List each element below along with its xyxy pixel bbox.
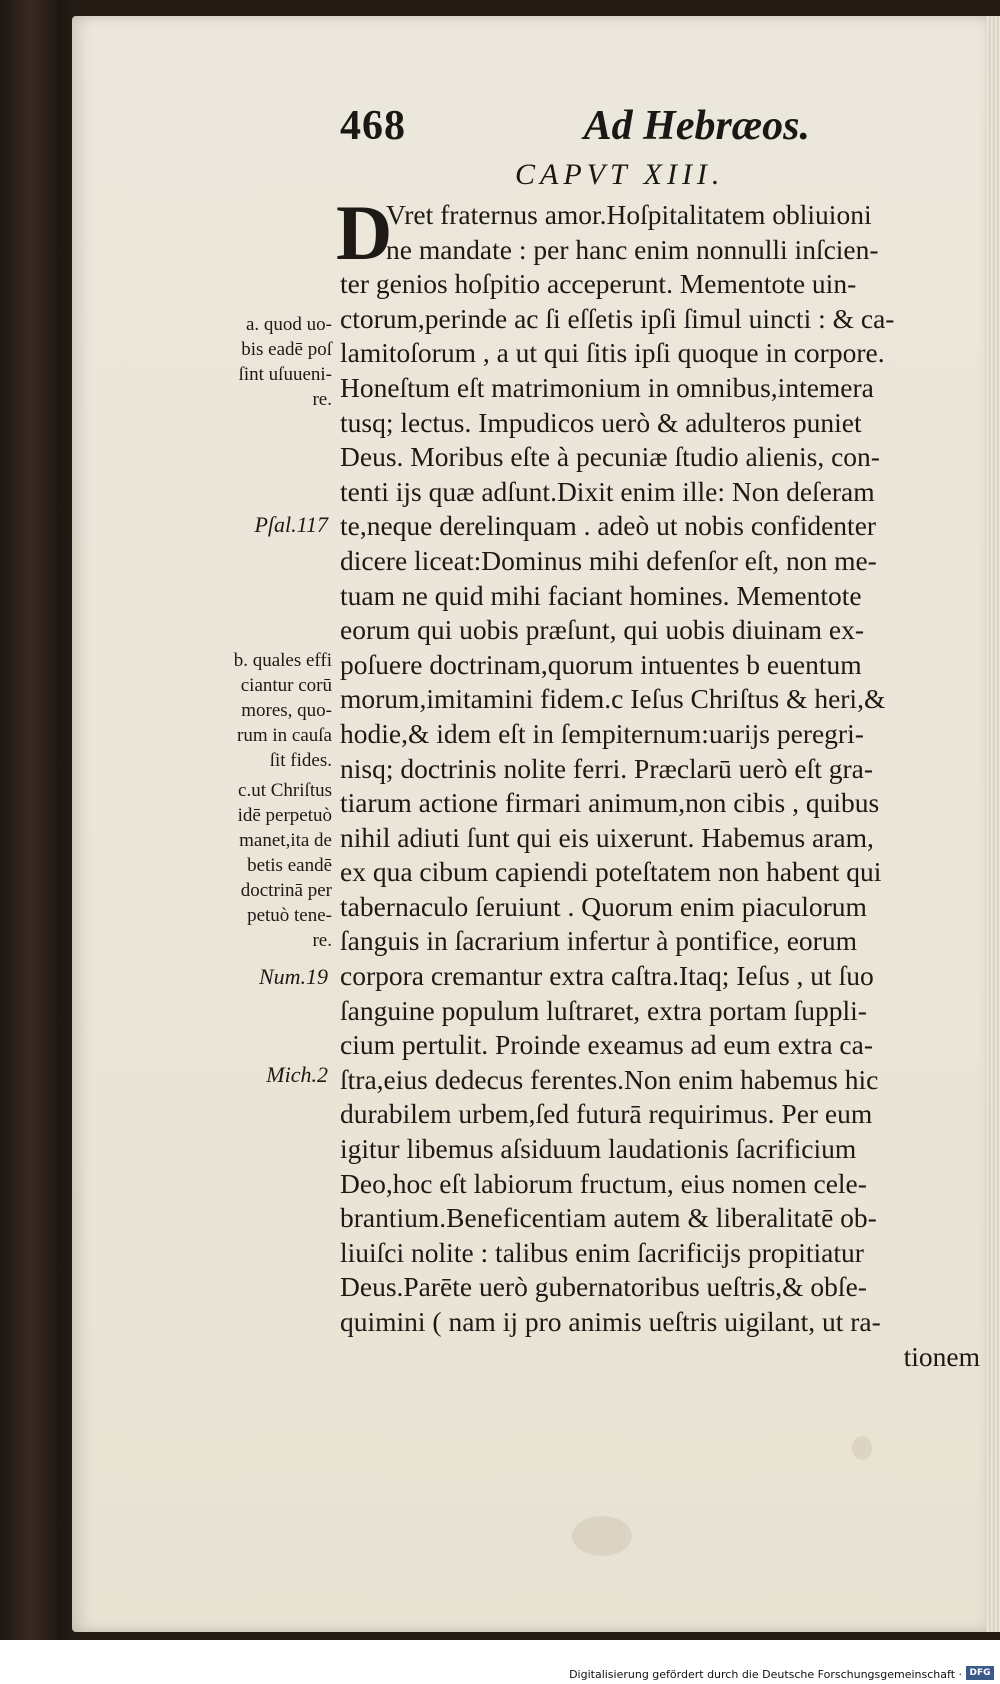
text-line: durabilem urbem,ſed futurā requirimus. Per eum: [340, 1098, 873, 1130]
margin-note-a: a. quod uo- bis eadē poſ ſint uſuueni- re.: [238, 314, 332, 410]
text-line: brantium.Beneficentiam autem & liberalitatē ob-: [340, 1202, 877, 1234]
chapter-title: CAPVT XIII.: [515, 158, 725, 191]
text-line: dicere liceat:Dominus mihi defenſor eſt, non me-: [340, 544, 877, 576]
text-line: ſtra,eius dedecus ferentes.Non enim habemus hic: [340, 1063, 879, 1095]
text-line: cium pertulit. Proinde exeamus ad eum extra ca-: [340, 1029, 874, 1061]
running-head: Ad Hebræos.: [583, 103, 810, 149]
margin-ref-psal: Pſal.117: [254, 512, 328, 537]
page-number: 468: [340, 103, 406, 149]
text-line: Deo,hoc eſt labiorum fructum, eius nomen cele-: [340, 1167, 867, 1199]
main-text-block: [340, 198, 980, 1374]
margin-ref-mich: Mich.2: [266, 1062, 328, 1087]
footer-credit: Digitalisierung gefördert durch die Deutsche Forschungsgemeinschaft ·: [569, 1668, 962, 1681]
text-line: ne mandate : per hanc enim nonnulli inſcien-: [386, 233, 879, 265]
text-line: ex qua cibum capiendi poteſtatem non habent qui: [340, 856, 882, 888]
text-line: nisq; doctrinis nolite ferri. Præclarū uerò eſt gra-: [340, 752, 874, 784]
text-line: ſanguis in ſacrarium infertur à pontifice, eorum: [340, 925, 857, 957]
text-line: Deus. Moribus eſte à pecuniæ ſtudio alienis, con-: [340, 441, 880, 473]
text-line: nihil adiuti ſunt qui eis uixerunt. Habemus aram,: [340, 821, 874, 853]
page-edges: [986, 16, 1000, 1632]
text-line: eorum qui uobis præſunt, qui uobis diuinam ex-: [340, 614, 864, 646]
text-line: ctorum,perinde ac ſi eſſetis ipſi ſimul uincti : & ca-: [340, 302, 895, 334]
text-line: tenti ijs quæ adſunt.Dixit enim ille: Non deſeram: [340, 475, 875, 507]
drop-cap: D: [336, 189, 393, 276]
text-line: hodie,& idem eſt in ſempiternum:uarijs peregri-: [340, 717, 864, 749]
text-line: tusq; lectus. Impudicos uerò & adulteros puniet: [340, 406, 862, 438]
text-line: tuam ne quid mihi faciant homines. Mementote: [340, 579, 862, 611]
text-line: igitur libemus aſsiduum laudationis ſacrificium: [340, 1133, 857, 1165]
text-line: tabernaculo ſeruiunt . Quorum enim piaculorum: [340, 890, 867, 922]
text-line: poſuere doctrinam,quorum intuentes b euentum: [340, 648, 862, 680]
catchword: tionem: [903, 1340, 980, 1372]
margin-note-b: b. quales effi ciantur corū mores, quo- rum in cauſa ſit fides.: [233, 650, 332, 771]
text-line: corpora cremantur extra caſtra.Itaq; Ieſus , ut ſuo: [340, 960, 874, 992]
margin-ref-num: Num.19: [258, 964, 328, 989]
paper-stain: [852, 1436, 872, 1460]
text-line: te,neque derelinquam . adeò ut nobis confidenter: [340, 510, 877, 542]
dfg-logo-icon: DFG: [966, 1666, 994, 1680]
text-line: tiarum actione firmari animum,non cibis , quibus: [340, 787, 880, 819]
text-line: Deus.Parēte uerò gubernatoribus ueſtris,& obſe-: [340, 1271, 867, 1303]
margin-note-c: c.ut Chriſtus idē perpetuò manet,ita de betis eandē doctrinā per petuò tene- re.: [237, 780, 332, 951]
text-line: quimini ( nam ij pro animis ueſtris uigilant, ut ra-: [340, 1306, 881, 1337]
text-line: liuiſci nolite : talibus enim ſacrificijs propitiatur: [340, 1236, 864, 1268]
text-line: ter genios hoſpitio acceperunt. Mementote uin-: [340, 268, 857, 300]
paper-stain: [572, 1516, 632, 1556]
text-line: Vret fraternus amor.Hoſpitalitatem obliuioni: [386, 199, 872, 230]
page-header: [340, 102, 810, 162]
text-line: ſanguine populum luſtraret, extra portam ſuppli-: [340, 994, 867, 1026]
text-line: lamitoſorum , a ut qui ſitis ipſi quoque in corpore.: [340, 337, 885, 369]
text-line: Honeſtum eſt matrimonium in omnibus,intemera: [340, 371, 874, 403]
text-line: morum,imitamini fidem.c Ieſus Chriſtus & heri,&: [340, 683, 886, 715]
